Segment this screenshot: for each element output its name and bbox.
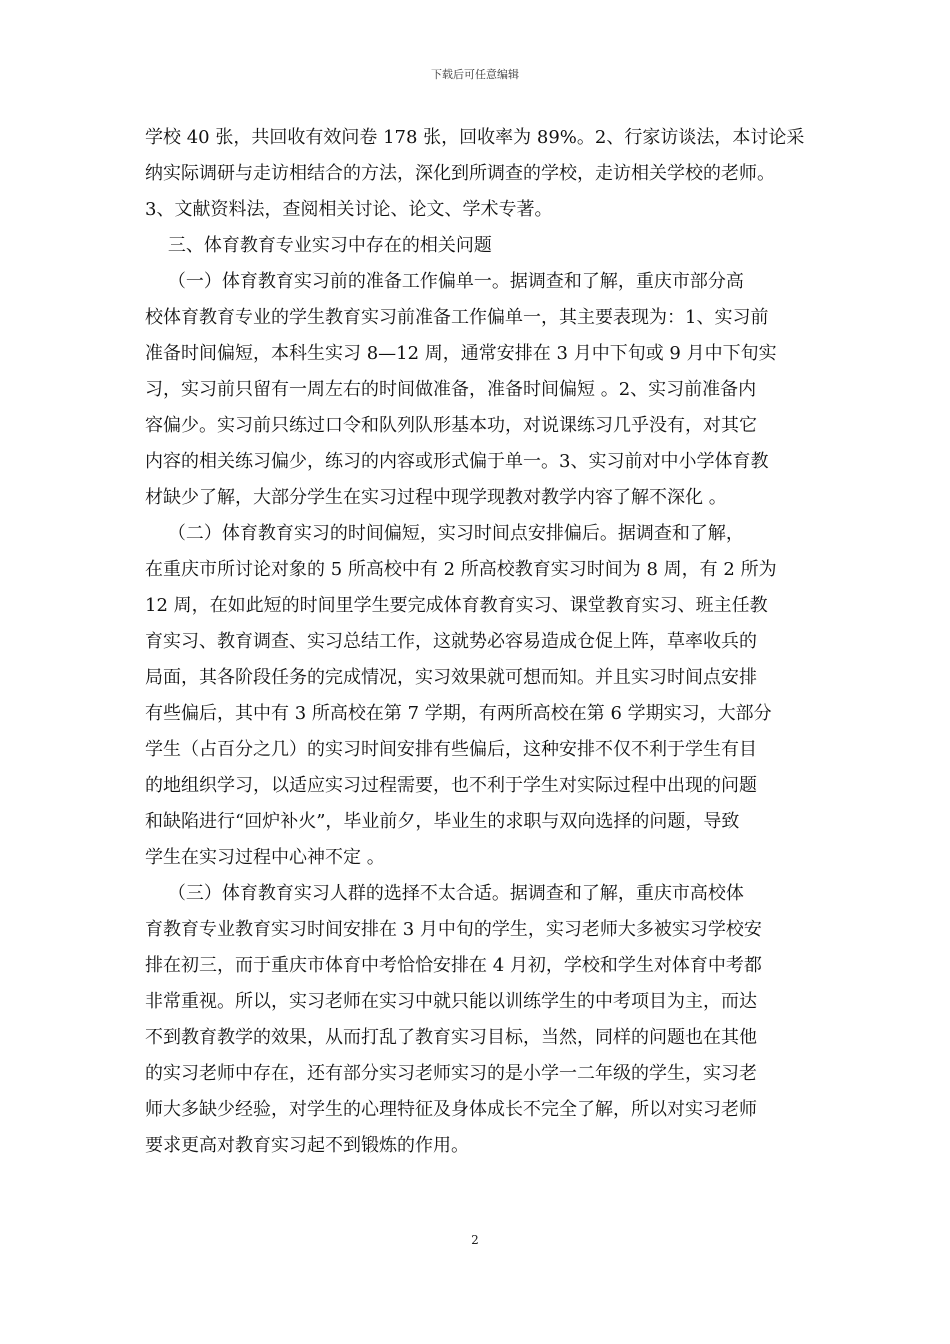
body-line: （二）体育教育实习的时间偏短，实习时间点安排偏后。据调查和了解，: [145, 523, 744, 544]
body-line: 学生在实习过程中心神不定 。: [145, 847, 385, 868]
body-line: 的实习老师中存在，还有部分实习老师实习的是小学一二年级的学生，实习老: [145, 1063, 757, 1084]
body-line: 的地组织学习，以适应实习过程需要，也不利于学生对实际过程中出现的问题: [145, 775, 757, 796]
body-line: 育教育专业教育实习时间安排在 3 月中旬的学生，实习老师大多被实习学校安: [145, 919, 762, 940]
body-line: 学校 40 张，共回收有效问卷 178 张，回收率为 89%。2、行家访谈法，本讨论采: [145, 127, 805, 148]
body-line: （一）体育教育实习前的准备工作偏单一。据调查和了解，重庆市部分高: [145, 271, 744, 292]
body-line: 纳实际调研与走访相结合的方法，深化到所调查的学校，走访相关学校的老师。: [145, 163, 775, 184]
body-line: 学生（占百分之几）的实习时间安排有些偏后，这种安排不仅不利于学生有目: [145, 739, 757, 760]
body-line: 育实习、教育调查、实习总结工作，这就势必容易造成仓促上阵，草率收兵的: [145, 631, 757, 652]
body-line: 在重庆市所讨论对象的 5 所高校中有 2 所高校教育实习时间为 8 周，有 2 所为: [145, 559, 777, 580]
body-line: 准备时间偏短，本科生实习 8—12 周，通常安排在 3 月中下旬或 9 月中下旬实: [145, 343, 777, 364]
body-line: 12 周，在如此短的时间里学生要完成体育教育实习、课堂教育实习、班主任教: [145, 595, 768, 616]
body-line: 习，实习前只留有一周左右的时间做准备，准备时间偏短 。2、实习前准备内: [145, 379, 757, 400]
body-line: 有些偏后，其中有 3 所高校在第 7 学期，有两所高校在第 6 学期实习，大部分: [145, 703, 772, 724]
body-line: 校体育教育专业的学生教育实习前准备工作偏单一，其主要表现为：1、实习前: [145, 307, 769, 328]
body-line: 排在初三，而于重庆市体育中考恰恰安排在 4 月初，学校和学生对体育中考都: [145, 955, 762, 976]
body-line: 材缺少了解，大部分学生在实习过程中现学现教对教学内容了解不深化 。: [145, 487, 727, 508]
page-header-note: 下载后可任意编辑: [431, 68, 519, 81]
body-line: 容偏少。实习前只练过口令和队列队形基本功，对说课练习几乎没有，对其它: [145, 415, 757, 436]
body-line: （三）体育教育实习人群的选择不太合适。据调查和了解，重庆市高校体: [145, 883, 744, 904]
body-line: 局面，其各阶段任务的完成情况，实习效果就可想而知。并且实习时间点安排: [145, 667, 757, 688]
body-line: 不到教育教学的效果，从而打乱了教育实习目标，当然，同样的问题也在其他: [145, 1027, 757, 1048]
body-line: 非常重视。所以，实习老师在实习中就只能以训练学生的中考项目为主，而达: [145, 991, 757, 1012]
body-line: 3、文献资料法，查阅相关讨论、论文、学术专著。: [145, 199, 553, 220]
page-number: 2: [471, 1233, 479, 1247]
body-line: 师大多缺少经验，对学生的心理特征及身体成长不完全了解，所以对实习老师: [145, 1099, 757, 1120]
section-heading: 三、体育教育专业实习中存在的相关问题: [145, 235, 492, 256]
body-line: 要求更高对教育实习起不到锻炼的作用。: [145, 1135, 469, 1156]
body-line: 内容的相关练习偏少，练习的内容或形式偏于单一。3、实习前对中小学体育教: [145, 451, 769, 472]
body-line: 和缺陷进行“回炉补火”，毕业前夕，毕业生的求职与双向选择的问题，导致: [145, 811, 740, 832]
